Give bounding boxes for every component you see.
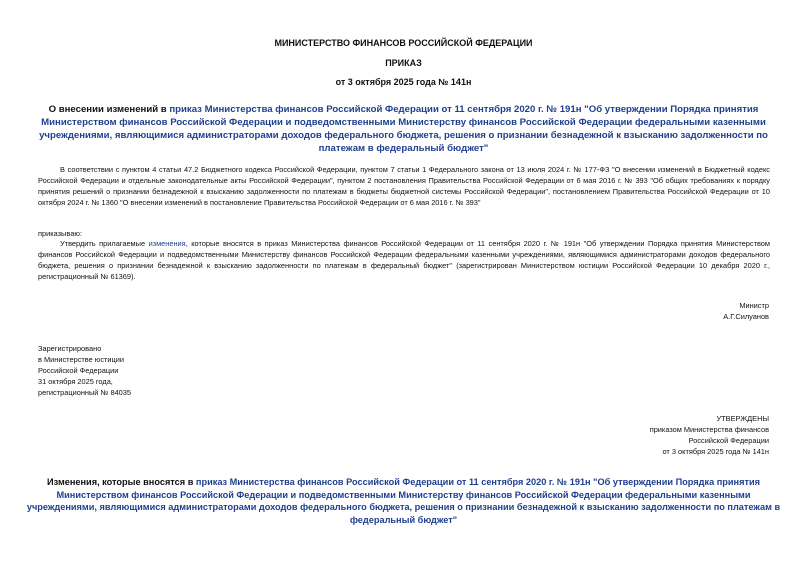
ministry-name: МИНИСТЕРСТВО ФИНАНСОВ РОССИЙСКОЙ ФЕДЕРАЦИИ <box>274 38 533 48</box>
document-date-number: от 3 октября 2025 года № 141н <box>335 77 472 87</box>
document-title-link[interactable]: приказ Министерства финансов Российской Федерации от 11 сентября 2020 г. № 191н "Об утверждении Порядка принятия Министерством финансов Российской Федерации и подведомственными Министерству финансов Российской Федерации федеральными казенными учреждениями, являющимися администраторами доходов федерального бюджета, решения о признании безнадежной к взысканию задолженности по платежам в федеральный бюджет" <box>39 104 768 154</box>
approval-line: Российской Федерации <box>688 436 769 445</box>
changes-link[interactable]: изменения <box>148 239 186 248</box>
registration-line: регистрационный № 84035 <box>38 388 132 397</box>
signature-block <box>723 300 769 322</box>
signature-position: Министр <box>739 301 769 310</box>
approval-line: от 3 октября 2025 года № 141н <box>662 447 769 456</box>
registration-line: 31 октября 2025 года, <box>38 377 113 386</box>
order-word: приказываю: <box>38 229 82 238</box>
order-text-start: Утвердить прилагаемые <box>60 239 149 248</box>
document-title-prefix: О внесении изменений в <box>48 104 170 115</box>
registration-line: Российской Федерации <box>38 366 119 375</box>
changes-title-prefix: Изменения, которые вносятся в <box>47 477 196 487</box>
document-title <box>0 103 807 155</box>
approval-line: приказом Министерства финансов <box>649 425 769 434</box>
preamble-paragraph: В соответствии с пунктом 4 статьи 47.2 Бюджетного кодекса Российской Федерации, пунктом 7 статьи 1 Федерального закона от 13 июля 2024 г. № 177-ФЗ "О внесении изменений в Бюджетный кодекс Российской Федерации и отдельные законодательные акты Российской Федерации", пунктом 2 постановления Правительства Российской Федерации от 6 мая 2016 г. № 393 "Об общих требованиях к порядку принятия решений о признании безнадежной к взысканию задолженности по платежам в бюджеты бюджетной системы Российской Федерации", постановлением Правительства Российской Федерации от 10 октября 2024 г. № 1360 "О внесении изменений в постановление Правительства Российской Федерации от 6 мая 2016 г. № 393" <box>38 165 770 207</box>
order-paragraph <box>38 238 770 282</box>
registration-line: Зарегистрировано <box>38 344 102 353</box>
signature-name: А.Г.Силуанов <box>723 312 769 321</box>
changes-title <box>0 476 807 526</box>
changes-title-link[interactable]: приказ Министерства финансов Российской Федерации от 11 сентября 2020 г. № 191н "Об утверждении Порядка принятия Министерством финансов Российской Федерации и подведомственными Министерству финансов Российской Федерации федеральными казенными учреждениями, являющимися администраторами доходов федерального бюджета, решения о признании безнадежной к взысканию задолженности по платежам в федеральный бюджет" <box>26 477 781 525</box>
document-type: ПРИКАЗ <box>385 58 422 68</box>
approval-line: УТВЕРЖДЕНЫ <box>716 414 769 423</box>
registration-block <box>38 343 131 398</box>
registration-line: в Министерстве юстиции <box>38 355 125 364</box>
approval-block <box>650 413 769 457</box>
order-text-end: , которые вносятся в приказ Министерства финансов Российской Федерации от 11 сентября 2020 г. № 191н "Об утверждении Порядка принятия Министерством финансов Российской Федерации и подведомственными Министерству финансов Российской Федерации федеральными казенными учреждениями, являющимися администраторами доходов федерального бюджета, решения о признании безнадежной к взысканию задолженности по платежам в федеральный бюджет" (зарегистрирован Министерством юстиции Российской Федерации 10 декабря 2020 г., регистрационный № 61369). <box>38 239 770 281</box>
